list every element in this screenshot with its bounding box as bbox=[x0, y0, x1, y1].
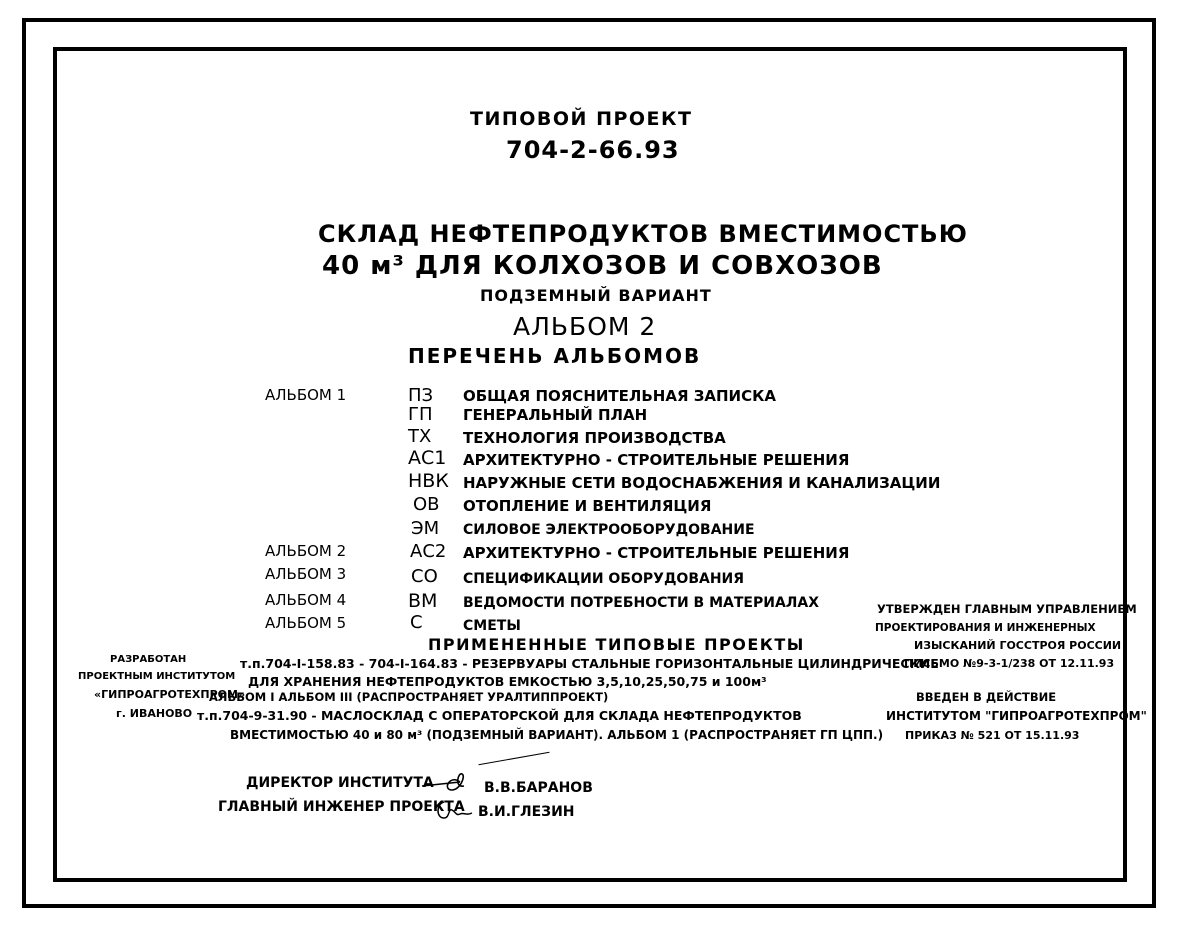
album-label: АЛЬБОМ 3 bbox=[265, 565, 347, 583]
approval-line3: ИЗЫСКАНИЙ ГОССТРОЯ РОССИИ bbox=[914, 639, 1122, 652]
director-signature bbox=[420, 770, 480, 796]
developer-line3: «ГИПРОАГРОТЕХПРОМ» bbox=[94, 688, 246, 701]
album-name: СПЕЦИФИКАЦИИ ОБОРУДОВАНИЯ bbox=[463, 571, 745, 587]
album-code: ВМ bbox=[408, 590, 438, 612]
developer-line1: РАЗРАБОТАН bbox=[110, 654, 187, 665]
applied-line2: ДЛЯ ХРАНЕНИЯ НЕФТЕПРОДУКТОВ ЕМКОСТЬЮ 3,5,10,25,50,75 и 100м³ bbox=[248, 674, 767, 689]
album-code: ЭМ bbox=[411, 518, 440, 539]
album-name: НАРУЖНЫЕ СЕТИ ВОДОСНАБЖЕНИЯ И КАНАЛИЗАЦИИ bbox=[463, 474, 941, 492]
album-label: АЛЬБОМ 5 bbox=[265, 614, 347, 632]
developer-line2: ПРОЕКТНЫМ ИНСТИТУТОМ bbox=[78, 671, 236, 682]
album-code: С bbox=[410, 612, 423, 633]
chief-engineer-label: ГЛАВНЫЙ ИНЖЕНЕР ПРОЕКТА bbox=[218, 799, 465, 815]
approval-line1: УТВЕРЖДЕН ГЛАВНЫМ УПРАВЛЕНИЕМ bbox=[877, 602, 1137, 616]
album-name: АРХИТЕКТУРНО - СТРОИТЕЛЬНЫЕ РЕШЕНИЯ bbox=[463, 451, 850, 469]
enacted-line3: ПРИКАЗ № 521 ОТ 15.11.93 bbox=[905, 729, 1080, 742]
album-code: АС2 bbox=[410, 541, 447, 562]
album-name: ТЕХНОЛОГИЯ ПРОИЗВОДСТВА bbox=[463, 429, 726, 447]
chief-engineer-name: В.И.ГЛЕЗИН bbox=[478, 804, 575, 820]
album-label: АЛЬБОМ 2 bbox=[265, 542, 347, 560]
approval-line4: ПИСЬМО №9-3-1/238 ОТ 12.11.93 bbox=[904, 657, 1115, 670]
album-title: АЛЬБОМ 2 bbox=[513, 312, 657, 341]
applied-line5: ВМЕСТИМОСТЬЮ 40 и 80 м³ (ПОДЗЕМНЫЙ ВАРИАНТ). АЛЬБОМ 1 (РАСПРОСТРАНЯЕТ ГП ЦПП.) bbox=[230, 728, 884, 742]
album-code: ПЗ bbox=[408, 385, 434, 406]
approval-line2: ПРОЕКТИРОВАНИЯ И ИНЖЕНЕРНЫХ bbox=[875, 622, 1096, 634]
director-name: В.В.БАРАНОВ bbox=[484, 780, 593, 796]
album-label: АЛЬБОМ 1 bbox=[265, 386, 347, 404]
applied-projects-heading: ПРИМЕНЕННЫЕ ТИПОВЫЕ ПРОЕКТЫ bbox=[428, 635, 805, 654]
album-name: СИЛОВОЕ ЭЛЕКТРООБОРУДОВАНИЕ bbox=[463, 522, 755, 538]
enacted-line1: ВВЕДЕН В ДЕЙСТВИЕ bbox=[916, 690, 1057, 704]
header-line1: ТИПОВОЙ ПРОЕКТ bbox=[470, 108, 693, 130]
album-code: ГП bbox=[408, 404, 433, 425]
enacted-line2: ИНСТИТУТОМ "ГИПРОАГРОТЕХПРОМ" bbox=[886, 709, 1147, 723]
applied-line4: т.п.704-9-31.90 - МАСЛОСКЛАД С ОПЕРАТОРСКОЙ ДЛЯ СКЛАДА НЕФТЕПРОДУКТОВ bbox=[197, 708, 802, 723]
album-name: СМЕТЫ bbox=[463, 618, 521, 634]
title-line2: 40 м³ ДЛЯ КОЛХОЗОВ И СОВХОЗОВ bbox=[322, 251, 883, 281]
album-label: АЛЬБОМ 4 bbox=[265, 591, 347, 609]
project-number: 704-2-66.93 bbox=[506, 136, 680, 164]
chief-engineer-signature bbox=[432, 796, 476, 824]
album-name: ОБЩАЯ ПОЯСНИТЕЛЬНАЯ ЗАПИСКА bbox=[463, 387, 776, 405]
album-code: СО bbox=[411, 566, 438, 587]
album-name: ОТОПЛЕНИЕ И ВЕНТИЛЯЦИЯ bbox=[463, 497, 712, 515]
album-name: ВЕДОМОСТИ ПОТРЕБНОСТИ В МАТЕРИАЛАХ bbox=[463, 595, 820, 611]
title-line1: СКЛАД НЕФТЕПРОДУКТОВ ВМЕСТИМОСТЬЮ bbox=[318, 220, 968, 248]
applied-line3: АЛЬБОМ I АЛЬБОМ III (РАСПРОСТРАНЯЕТ УРАЛТИППРОЕКТ) bbox=[209, 690, 609, 704]
album-code: ТХ bbox=[408, 426, 432, 447]
title-variant: ПОДЗЕМНЫЙ ВАРИАНТ bbox=[480, 286, 712, 305]
developer-line4: г. ИВАНОВО bbox=[116, 707, 193, 720]
album-code: АС1 bbox=[408, 447, 447, 469]
album-name: АРХИТЕКТУРНО - СТРОИТЕЛЬНЫЕ РЕШЕНИЯ bbox=[463, 544, 850, 562]
director-label: ДИРЕКТОР ИНСТИТУТА bbox=[246, 775, 434, 791]
applied-line1: т.п.704-I-158.83 - 704-I-164.83 - РЕЗЕРВУАРЫ СТАЛЬНЫЕ ГОРИЗОНТАЛЬНЫЕ ЦИЛИНДРИЧЕСКИЕ bbox=[240, 656, 939, 671]
album-code: НВК bbox=[408, 470, 449, 492]
albums-list-heading: ПЕРЕЧЕНЬ АЛЬБОМОВ bbox=[408, 344, 702, 368]
album-name: ГЕНЕРАЛЬНЫЙ ПЛАН bbox=[463, 406, 648, 424]
album-code: ОВ bbox=[413, 494, 440, 515]
